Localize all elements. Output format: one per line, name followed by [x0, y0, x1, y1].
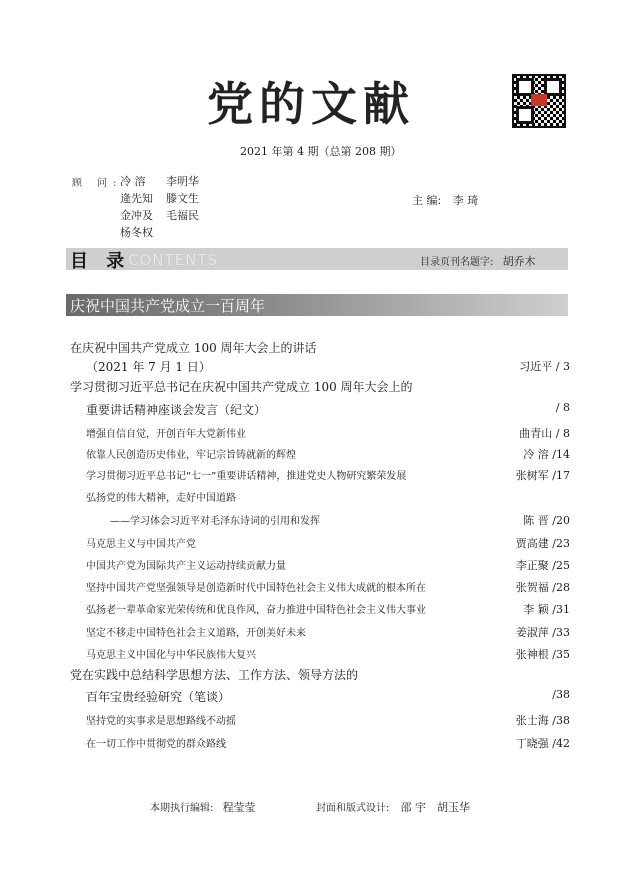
advisor-name: 冷 溶: [120, 175, 146, 188]
toc-author-page: 冷 溶 /14: [523, 448, 570, 461]
toc-title: 坚持中国共产党坚强领导是创造新时代中国特色社会主义伟大成就的根本所在: [86, 583, 426, 594]
toc-entry[interactable]: [0, 425, 622, 443]
toc-entry[interactable]: [0, 358, 622, 376]
toc-author-page: 习近平 / 3: [519, 360, 570, 373]
toc-author-page: 李正聚 /25: [515, 559, 570, 572]
toc-entry[interactable]: [0, 535, 622, 553]
toc-author-page: 姜淑萍 /33: [515, 626, 570, 639]
toc-entry[interactable]: [0, 735, 622, 753]
toc-title: 百年宝贵经验研究（笔谈）: [86, 690, 231, 704]
inscription-label: 目录页刊名题字:: [420, 257, 494, 268]
journal-title: 党的文献: [207, 77, 415, 131]
toc-author-page: 曲青山 / 8: [519, 427, 570, 440]
toc-title: 在一切工作中贯彻党的群众路线: [86, 739, 226, 750]
chief-editor-name: 李 琦: [452, 194, 479, 207]
toc-entry[interactable]: [0, 446, 622, 464]
toc-entry[interactable]: [0, 601, 622, 619]
toc-title: 党在实践中总结科学思想方法、工作方法、领导方法的: [70, 668, 359, 682]
advisor-label: 顾 问:: [72, 178, 123, 189]
chief-editor: [412, 192, 478, 208]
qr-code-icon: [512, 74, 566, 128]
chief-editor-label: 主 编:: [412, 194, 442, 207]
toc-title: 学习贯彻习近平总书记“七一”重要讲话精神，推进党史人物研究繁荣发展: [86, 471, 407, 482]
advisor-name: 逄先知: [120, 192, 153, 205]
toc-entry[interactable]: [0, 688, 622, 706]
toc-title: 坚持党的实事求是思想路线不动摇: [86, 716, 236, 727]
advisor-name: 金冲及: [120, 209, 153, 222]
toc-title: 马克思主义与中国共产党: [86, 539, 196, 550]
toc-author-page: 陈 晋 /20: [523, 514, 570, 527]
toc-author-page: 张贺福 /28: [515, 581, 570, 594]
contents-heading: 目 录: [70, 251, 131, 272]
inscription-name: 胡乔木: [502, 255, 536, 268]
contents-heading-english: CONTENTS: [128, 251, 219, 269]
toc-title: 马克思主义中国化与中华民族伟大复兴: [86, 650, 256, 661]
toc-author-page: 张神根 /35: [515, 648, 570, 661]
toc-title: 弘扬党的伟大精神，走好中国道路: [86, 493, 236, 504]
toc-title: 坚定不移走中国特色社会主义道路，开创美好未来: [86, 628, 306, 639]
toc-author-page: 丁晓强 /42: [515, 737, 570, 750]
issue-number: 2021 年第 4 期（总第 208 期）: [240, 145, 402, 158]
toc-title: 弘扬老一辈革命家光荣传统和优良作风，奋力推进中国特色社会主义伟大事业: [86, 605, 426, 616]
toc-author-page: 李 颖 /31: [523, 603, 570, 616]
toc-author-page: 张士海 /38: [515, 714, 570, 727]
toc-entry[interactable]: [0, 646, 622, 664]
design-credit-names: 邵 宇 胡玉华: [400, 801, 471, 814]
toc-entry[interactable]: [0, 378, 622, 396]
toc-title: 在庆祝中国共产党成立 100 周年大会上的讲话: [70, 341, 317, 355]
executive-editor-name: 程莹莹: [222, 801, 256, 814]
executive-editor: [150, 799, 256, 815]
toc-entry[interactable]: [0, 712, 622, 730]
toc-entry[interactable]: [0, 489, 622, 507]
design-credit-label: 封面和版式设计:: [316, 803, 390, 814]
section-title: 庆祝中国共产党成立一百周年: [70, 297, 266, 315]
toc-title: 中国共产党为国际共产主义运动持续贡献力量: [86, 561, 286, 572]
advisor-name: 李明华: [166, 175, 199, 188]
toc-entry[interactable]: [0, 557, 622, 575]
toc-entry[interactable]: [0, 624, 622, 642]
toc-entry[interactable]: [0, 579, 622, 597]
toc-entry[interactable]: [0, 401, 622, 419]
design-credit: [316, 799, 470, 815]
title-inscription: [420, 253, 536, 269]
toc-entry[interactable]: [0, 467, 622, 485]
toc-entry[interactable]: [0, 339, 622, 357]
toc-author-page: /38: [552, 688, 570, 701]
toc-entry[interactable]: [0, 666, 622, 684]
toc-title: 依靠人民创造历史伟业，牢记宗旨铸就新的辉煌: [86, 450, 296, 461]
toc-title: 增强自信自觉，开创百年大党新伟业: [86, 429, 246, 440]
toc-title: 学习贯彻习近平总书记在庆祝中国共产党成立 100 周年大会上的: [70, 380, 413, 394]
toc-title: （2021 年 7 月 1 日）: [86, 360, 211, 374]
toc-author-page: / 8: [555, 401, 570, 414]
advisor-name: 滕文生: [166, 192, 199, 205]
advisor-name: 毛福民: [166, 209, 199, 222]
advisor-name: 杨冬权: [120, 226, 153, 239]
toc-entry[interactable]: [0, 512, 622, 530]
toc-title: 重要讲话精神座谈会发言（纪文）: [86, 403, 267, 417]
toc-title: ——学习体会习近平对毛泽东诗词的引用和发挥: [110, 516, 320, 527]
toc-author-page: 贾高建 /23: [515, 537, 570, 550]
toc-author-page: 张树军 /17: [515, 469, 570, 482]
executive-editor-label: 本期执行编辑:: [150, 803, 214, 814]
